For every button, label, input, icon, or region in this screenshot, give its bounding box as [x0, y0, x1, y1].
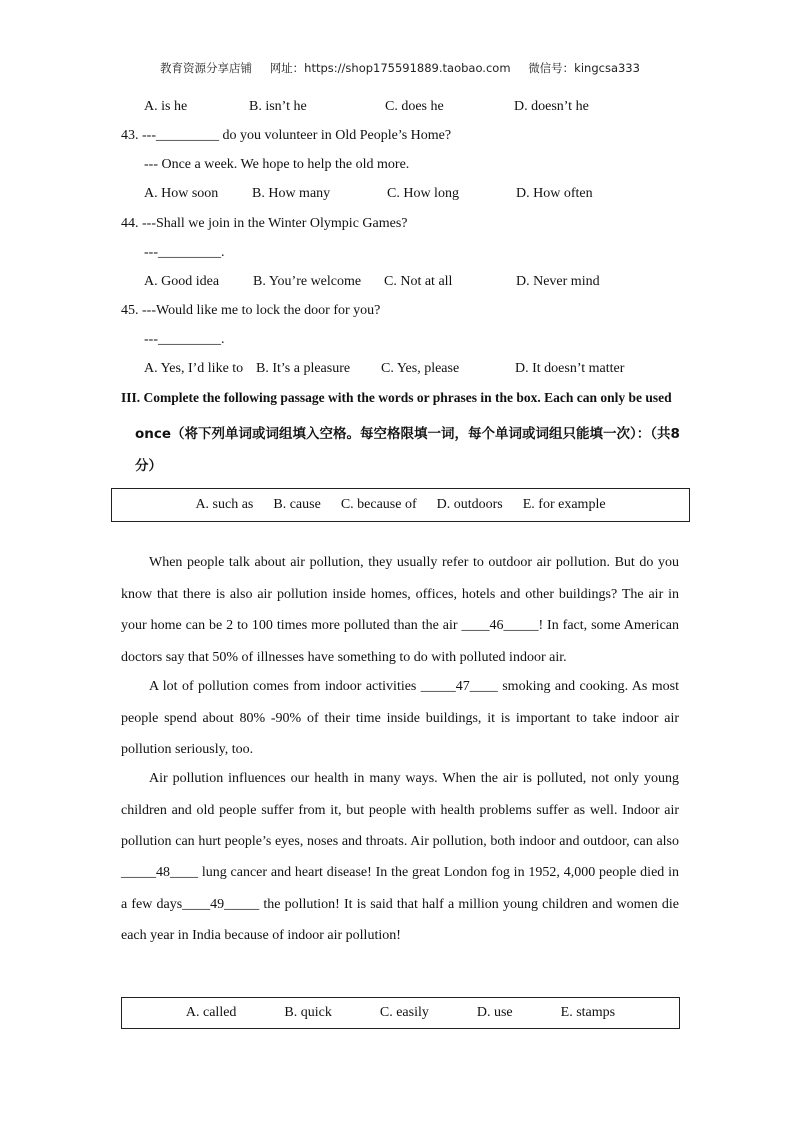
word-box-1-item: B. cause	[273, 497, 321, 512]
q42-option-b: B. isn’t he	[249, 99, 307, 114]
word-box-2-item: A. called	[185, 1005, 237, 1020]
q45-answer: ---_________.	[144, 332, 225, 347]
word-box-1-item: D. outdoors	[436, 497, 503, 512]
passage-line: your home can be 2 to 100 times more polluted than the air ____46_____! In fact, some American	[121, 618, 679, 633]
passage-line: a few days____49_____ the pollution! It is said that half a million young children and women die	[121, 897, 679, 912]
word-box-2-item: C. easily	[379, 1005, 429, 1020]
passage-line: pollution can hurt people’s eyes, noses and throats. Air pollution, both indoor and outdoor, can also	[121, 834, 679, 849]
q43-option-c: C. How long	[387, 186, 459, 201]
q42-option-c: C. does he	[385, 99, 444, 114]
passage-line: each year in India because of indoor air pollution!	[121, 928, 401, 943]
q43-option-d: D. How often	[516, 186, 593, 201]
section-3-line-1: III. Complete the following passage with the words or phrases in the box. Each can only be used	[121, 390, 672, 405]
q45-option-a: A. Yes, I’d like to	[144, 361, 244, 376]
q45-option-d: D. It doesn’t matter	[515, 361, 625, 376]
section-3-line-2: once（将下列单词或词组填入空格。每空格限填一词，每个单词或词组只能填一次）：（共8	[135, 426, 680, 442]
passage-line: When people talk about air pollution, they usually refer to outdoor air pollution. But do you	[149, 555, 679, 570]
q44-option-a: A. Good idea	[144, 274, 220, 289]
passage-line: know that there is also air pollution inside homes, offices, hotels and other buildings? The air in	[121, 587, 679, 602]
passage-line: _____48____ lung cancer and heart disease! In the great London fog in 1952, 4,000 people died in	[121, 865, 679, 880]
q45-question: 45. ---Would like me to lock the door for you?	[121, 303, 381, 318]
q44-option-d: D. Never mind	[516, 274, 600, 289]
word-box-2	[121, 997, 680, 1029]
header-wechat: 微信号：kingcsa333	[528, 61, 640, 75]
page-header	[0, 60, 800, 76]
passage-line: doctors say that 50% of illnesses have something to do with polluted indoor air.	[121, 650, 567, 665]
q44-option-c: C. Not at all	[384, 274, 453, 289]
q43-answer: --- Once a week. We hope to help the old more.	[144, 157, 410, 172]
word-box-2-item: D. use	[476, 1005, 513, 1020]
passage-line: children and old people suffer from it, but people with health problems suffer as well. Indoor air	[121, 803, 679, 818]
passage-line: A lot of pollution comes from indoor activities _____47____ smoking and cooking. As most	[149, 679, 679, 694]
q45-option-b: B. It’s a pleasure	[256, 361, 351, 376]
passage-line: pollution seriously, too.	[121, 742, 254, 757]
header-shop: 教育资源分享店铺	[160, 61, 253, 75]
passage-line: people spend about 80% -90% of their time inside buildings, it is important to take indoor air	[121, 711, 679, 726]
header-url: 网址：https://shop175591889.taobao.com	[269, 61, 511, 75]
section-3-line-3: 分）	[135, 458, 162, 474]
q43-option-b: B. How many	[252, 186, 331, 201]
word-box-1-item: A. such as	[195, 497, 254, 512]
passage-line: Air pollution influences our health in many ways. When the air is polluted, not only young	[149, 771, 679, 786]
word-box-1-item: C. because of	[340, 497, 417, 512]
q44-answer: ---_________.	[144, 245, 225, 260]
q44-option-b: B. You’re welcome	[253, 274, 362, 289]
q44-question: 44. ---Shall we join in the Winter Olympic Games?	[121, 216, 408, 231]
q45-option-c: C. Yes, please	[381, 361, 460, 376]
q42-option-d: D. doesn’t he	[514, 99, 589, 114]
word-box-2-item: B. quick	[284, 1005, 332, 1020]
word-box-1	[111, 488, 690, 522]
word-box-1-item: E. for example	[522, 497, 606, 512]
word-box-2-item: E. stamps	[560, 1005, 616, 1020]
q42-option-a: A. is he	[144, 99, 188, 114]
q43-option-a: A. How soon	[144, 186, 219, 201]
q43-question: 43. ---_________ do you volunteer in Old People’s Home?	[121, 128, 452, 143]
